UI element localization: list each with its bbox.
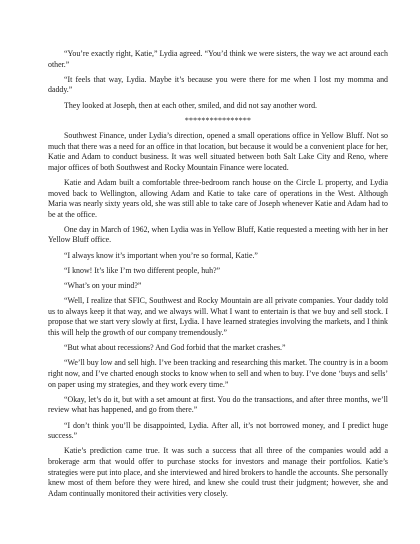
- paragraph: Katie and Adam built a comfortable three-bedroom ranch house on the Circle L property, and Lydia moved back to Wellington, allowing Adam and Katie to take care of operations in the West. Although Maria was nearly sixty years old, she was still able to take care of Joseph whenever Katie and Adam had to be at the office.: [48, 177, 388, 219]
- paragraph: “But what about recessions? And God forbid that the market crashes.”: [64, 343, 286, 353]
- paragraph: One day in March of 1962, when Lydia was in Yellow Bluff, Katie requested a meeting with her in her Yellow Bluff office.: [48, 224, 388, 245]
- paragraph: “Well, I realize that SFIC, Southwest and Rocky Mountain are all private companies. Your daddy told us to always keep it that way, and we always will. What I want to entertain is that we buy and sell stock. I propose that we start very slowly at first, Lydia. I have learned strategies involving the markets, and I think this will help the growth of our company tremendously.”: [48, 296, 388, 337]
- paragraph: “I know! It’s like I’m two different people, huh?”: [64, 265, 221, 275]
- paragraph: “You’re exactly right, Katie,” Lydia agreed. “You’d think we were sisters, the way we act around each other.”: [48, 49, 388, 69]
- paragraph: “I don’t think you’ll be disappointed, Lydia. After all, it’s not borrowed money, and I predict huge success.”: [48, 420, 388, 441]
- paragraph: “It feels that way, Lydia. Maybe it’s because you were there for me when I lost my momma and daddy.”: [48, 74, 388, 95]
- paragraph: “We’ll buy low and sell high. I’ve been tracking and researching this market. The country is in a boom right now, and I’ve charted enough stocks to know when to sell and when to buy. I’ve done ‘buys and sells’ on paper using my strategies, and they work every time.”: [48, 358, 388, 389]
- paragraph: “I always know it’s important when you’re so formal, Katie.”: [64, 250, 258, 260]
- scene-break: ****************: [184, 115, 252, 125]
- paragraph: Katie’s prediction came true. It was such a success that all three of the companies would add a brokerage arm that would offer to purchase stocks for investors and manage their portfolios. Katie’s strategies were put into place, and she interviewed and hired brokers to handle the accounts. She personally knew most of them before they were hired, and knew she could trust their judgment; however, she and Adam continually monitored their activities very closely.: [48, 446, 388, 498]
- book-page-text: [48, 49, 388, 504]
- paragraph: “Okay, let’s do it, but with a set amount at first. You do the transactions, and after three months, we’ll review what has happened, and go from there.”: [48, 394, 388, 415]
- paragraph: “What’s on your mind?”: [64, 281, 142, 291]
- paragraph: They looked at Joseph, then at each other, smiled, and did not say another word.: [64, 100, 317, 110]
- paragraph: Southwest Finance, under Lydia’s direction, opened a small operations office in Yellow Bluff. Not so much that there was a need for an office in that location, but because it would be a convenient place for her, Katie and Adam to conduct business. It was well situated between both Salt Lake City and Reno, where major offices of both Southwest and Rocky Mountain Finance were located.: [48, 130, 388, 172]
